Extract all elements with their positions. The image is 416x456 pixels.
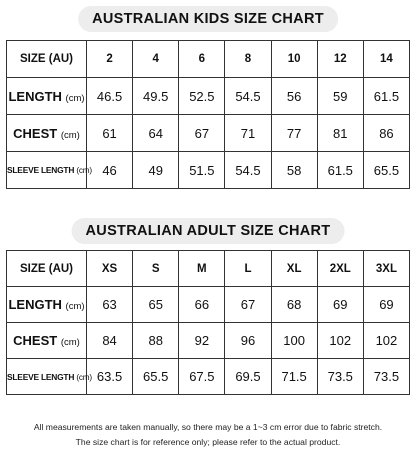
table-cell: 58: [271, 152, 317, 189]
adult-sleeve-label: [7, 359, 92, 395]
table-cell: 61.5: [317, 152, 363, 189]
table-cell: 86: [363, 115, 409, 152]
table-cell: 46: [87, 152, 133, 189]
kids-size-table: [6, 40, 410, 189]
row-label: LENGTH: [8, 297, 62, 312]
table-cell: 65.5: [133, 359, 179, 395]
row-unit: (cm): [60, 337, 80, 348]
kids-chest-label: [7, 115, 87, 152]
adult-header-row: [7, 251, 410, 287]
table-cell: 69: [363, 287, 409, 323]
row-unit: (cm): [76, 166, 92, 175]
table-cell: 102: [363, 323, 409, 359]
table-cell: 56: [271, 78, 317, 115]
table-cell: 100: [271, 323, 317, 359]
table-cell: 96: [225, 323, 271, 359]
table-cell: 61.5: [363, 78, 409, 115]
kids-size-4: 4: [133, 41, 179, 78]
row-label: CHEST: [13, 125, 58, 141]
adult-chest-row: [7, 323, 410, 359]
adult-chart-title: AUSTRALIAN ADULT SIZE CHART: [72, 218, 345, 244]
table-cell: 67: [179, 115, 225, 152]
table-cell: 66: [179, 287, 225, 323]
kids-length-row: [7, 78, 410, 115]
row-unit: (cm): [60, 129, 80, 141]
table-cell: 51.5: [179, 152, 225, 189]
adult-header-label: SIZE (AU): [7, 251, 87, 287]
table-cell: 46.5: [87, 78, 133, 115]
row-unit: (cm): [76, 372, 92, 382]
table-cell: 59: [317, 78, 363, 115]
table-cell: 84: [87, 323, 133, 359]
adult-size-3xl: 3XL: [363, 251, 409, 287]
table-cell: 49: [133, 152, 179, 189]
row-unit: (cm): [65, 301, 85, 312]
footnote-reference-only: The size chart is for reference only; please refer to the actual product.: [75, 437, 341, 447]
adult-size-table: [6, 250, 410, 395]
adult-size-m: M: [179, 251, 225, 287]
kids-size-12: 12: [317, 41, 363, 78]
table-cell: 69: [317, 287, 363, 323]
table-cell: 54.5: [225, 152, 271, 189]
kids-header-row: [7, 41, 410, 78]
table-cell: 92: [179, 323, 225, 359]
kids-size-6: 6: [179, 41, 225, 78]
table-cell: 73.5: [317, 359, 363, 395]
kids-sleeve-label: [7, 152, 92, 189]
kids-size-8: 8: [225, 41, 271, 78]
table-cell: 67.5: [179, 359, 225, 395]
table-cell: 67: [225, 287, 271, 323]
kids-header-label: SIZE (AU): [7, 41, 87, 78]
table-cell: 49.5: [133, 78, 179, 115]
row-unit: (cm): [65, 92, 85, 104]
kids-sleeve-row: [7, 152, 410, 189]
table-cell: 81: [317, 115, 363, 152]
adult-size-l: L: [225, 251, 271, 287]
kids-chest-row: [7, 115, 410, 152]
row-label: LENGTH: [8, 88, 62, 104]
table-cell: 61: [87, 115, 133, 152]
adult-size-xl: XL: [271, 251, 317, 287]
kids-size-2: 2: [87, 41, 133, 78]
adult-size-s: S: [133, 251, 179, 287]
adult-length-row: [7, 287, 410, 323]
row-label: CHEST: [13, 333, 58, 348]
table-cell: 63: [87, 287, 133, 323]
adult-length-label: [7, 287, 87, 323]
adult-size-2xl: 2XL: [317, 251, 363, 287]
row-label: SLEEVE LENGTH: [7, 371, 75, 382]
kids-size-14: 14: [363, 41, 409, 78]
table-cell: 64: [133, 115, 179, 152]
table-cell: 69.5: [225, 359, 271, 395]
table-cell: 65.5: [363, 152, 409, 189]
row-label: SLEEVE LENGTH: [7, 165, 75, 175]
table-cell: 65: [133, 287, 179, 323]
table-cell: 52.5: [179, 78, 225, 115]
kids-chart-title: AUSTRALIAN KIDS SIZE CHART: [78, 6, 338, 32]
footnote-measurement-error: All measurements are taken manually, so there may be a 1~3 cm error due to fabric stretch.: [33, 422, 383, 432]
kids-size-10: 10: [271, 41, 317, 78]
table-cell: 88: [133, 323, 179, 359]
adult-size-xs: XS: [87, 251, 133, 287]
table-cell: 63.5: [87, 359, 133, 395]
adult-sleeve-row: [7, 359, 410, 395]
table-cell: 71: [225, 115, 271, 152]
table-cell: 54.5: [225, 78, 271, 115]
table-cell: 73.5: [363, 359, 409, 395]
adult-chest-label: [7, 323, 87, 359]
kids-length-label: [7, 78, 87, 115]
table-cell: 71.5: [271, 359, 317, 395]
table-cell: 77: [271, 115, 317, 152]
table-cell: 68: [271, 287, 317, 323]
table-cell: 102: [317, 323, 363, 359]
